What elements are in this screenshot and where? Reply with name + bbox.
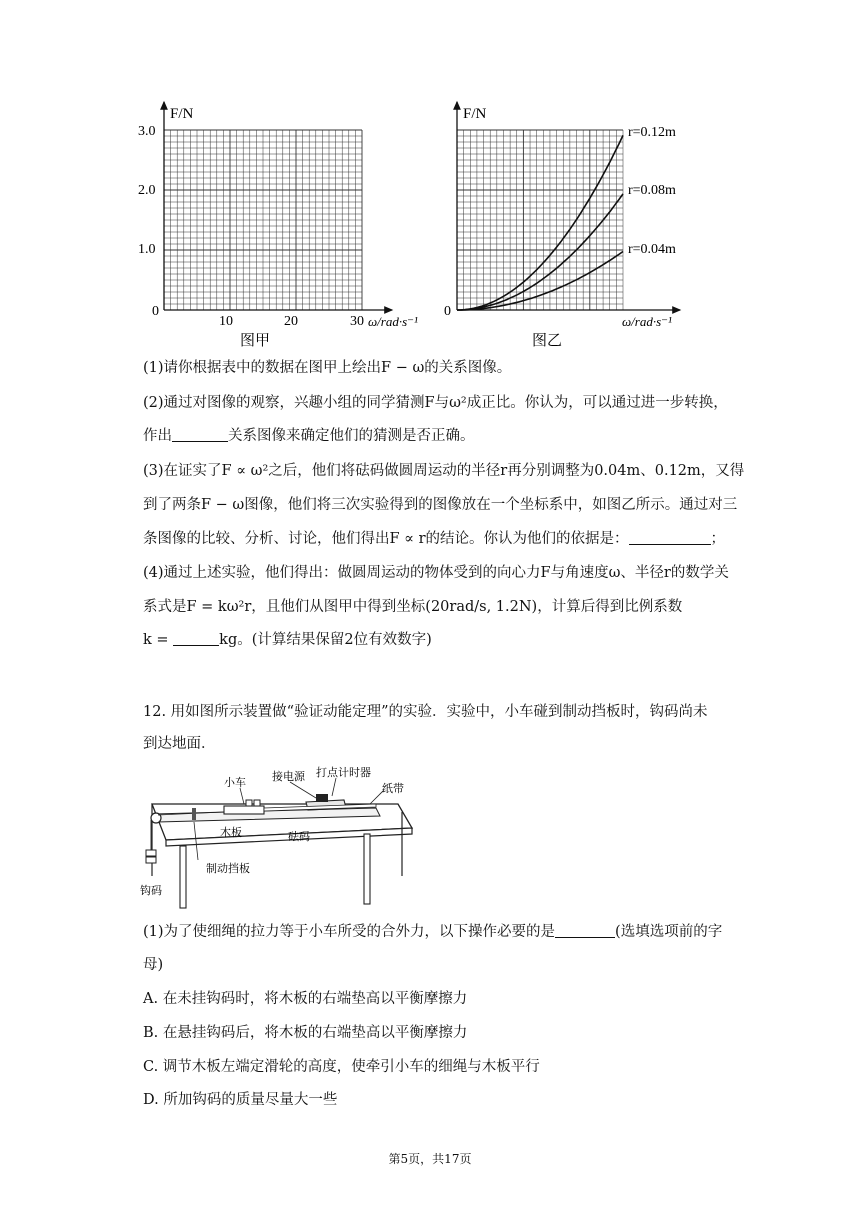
q11-part2-line1: (2)通过对图像的观察，兴趣小组的同学猜测F与ω²成正比。你认为，可以通过进一步转换， <box>143 395 728 411</box>
label-timer: 打点计时器 <box>316 767 371 779</box>
table-leg <box>180 846 186 908</box>
q11-part3-line1: (3)在证实了F ∝ ω²之后，他们将砝码做圆周运动的半径r再分别调整为0.04m、0.12m，又得 <box>143 463 745 479</box>
chart-jia-tick-x-10: 10 <box>219 314 233 329</box>
label-hook: 钩码 <box>140 885 162 897</box>
option-c: C. 调节木板左端定滑轮的高度，使牵引小车的细绳与木板平行 <box>143 1059 540 1075</box>
chart-yi-origin: 0 <box>444 304 451 319</box>
q12-part1-line2: 母) <box>143 957 164 973</box>
chart-yi-grid <box>457 130 623 310</box>
car <box>224 806 264 814</box>
label-car: 小车 <box>224 777 246 789</box>
label-weight: 砝码 <box>288 831 310 843</box>
option-b: B. 在悬挂钩码后，将木板的右端垫高以平衡摩擦力 <box>143 1025 468 1041</box>
label-stop: 制动挡板 <box>206 863 250 875</box>
q12-stem-line1: 12. 用如图所示装置做“验证动能定理”的实验．实验中，小车碰到制动挡板时，钩码尚未 <box>143 704 708 720</box>
page-footer: 第5页，共17页 <box>388 1152 472 1166</box>
series-curve-1 <box>457 194 623 310</box>
chart-jia-ylabel: F/N <box>170 106 194 122</box>
chart-jia <box>138 102 418 349</box>
chart-jia-tick-y-1: 1.0 <box>138 242 156 257</box>
chart-jia-tick-y-0: 0 <box>152 304 159 319</box>
answer-blank <box>629 530 711 545</box>
figures <box>130 96 730 356</box>
q11-part2-prefix: 作出 <box>143 428 172 444</box>
q11-part4-line1: (4)通过上述实验，他们得出：做圆周运动的物体受到的向心力F与角速度ω、半径r的数学关 <box>143 565 729 581</box>
q11-part3-line3 <box>143 528 753 550</box>
label-board: 木板 <box>220 827 242 839</box>
option-a: A. 在未挂钩码时，将木板的右端垫高以平衡摩擦力 <box>143 991 468 1007</box>
chart-yi-curves <box>457 135 623 310</box>
chart-yi-xlabel: ω/rad·s⁻¹ <box>622 314 672 329</box>
q12-part1-line1 <box>143 921 753 943</box>
q12-part1-suffix: (选填选项前的字 <box>615 924 723 940</box>
q11-part3-prefix: 条图像的比较、分析、讨论，他们得出F ∝ r的结论。你认为他们的依据是： <box>143 531 629 547</box>
q11-part1: (1)请你根据表中的数据在图甲上绘出F − ω的关系图像。 <box>143 360 512 376</box>
q12-stem-line2: 到达地面． <box>143 736 216 752</box>
chart-jia-tick-x-30: 30 <box>350 314 364 329</box>
series-label-r008: r=0.08m <box>628 183 676 198</box>
chart-yi-ylabel: F/N <box>463 106 487 122</box>
stop-plate <box>192 808 196 820</box>
chart-jia-caption: 图甲 <box>240 333 271 349</box>
label-power: 接电源 <box>272 771 305 783</box>
chart-yi-caption: 图乙 <box>532 333 563 349</box>
series-label-r012: r=0.12m <box>628 125 676 140</box>
series-curve-0 <box>457 135 623 310</box>
pulley <box>151 813 161 823</box>
option-d: D. 所加钩码的质量尽量大一些 <box>143 1092 338 1108</box>
chart-jia-grid <box>164 130 362 310</box>
q11-part4-line2: 系式是F = kω²r，且他们从图甲中得到坐标(20rad/s, 1.2N)，计算后得到比例系数 <box>143 599 683 615</box>
answer-blank <box>555 923 615 938</box>
timer-coil <box>316 794 328 802</box>
car-weight <box>254 800 260 806</box>
q11-part4-prefix: k = <box>143 632 174 648</box>
label-tape: 纸带 <box>382 783 404 795</box>
chart-jia-tick-x-20: 20 <box>284 314 298 329</box>
q11-part4-suffix: kg。(计算结果保留2位有效数字) <box>219 632 432 648</box>
hook-weight <box>146 857 156 863</box>
answer-blank <box>172 427 228 442</box>
q11-part2-suffix: 关系图像来确定他们的猜测是否正确。 <box>228 428 475 444</box>
car-weight <box>246 800 252 806</box>
q11-part3-suffix: ； <box>710 531 726 547</box>
q11-part3-line2: 到了两条F − ω图像，他们将三次实验得到的图像放在一个坐标系中，如图乙所示。通过对三 <box>143 497 738 513</box>
chart-yi <box>444 102 680 349</box>
chart-jia-xlabel: ω/rad·s⁻¹ <box>368 314 418 329</box>
table-leg <box>364 834 370 904</box>
apparatus-figure <box>140 764 440 914</box>
series-label-r004: r=0.04m <box>628 242 676 257</box>
hook-weight <box>146 850 156 856</box>
answer-blank <box>173 631 219 646</box>
q11-part2-line2 <box>143 425 753 447</box>
chart-jia-tick-y-2: 2.0 <box>138 183 156 198</box>
chart-jia-tick-y-3: 3.0 <box>138 124 156 139</box>
q12-part1-prefix: (1)为了使细绳的拉力等于小车所受的合外力，以下操作必要的是 <box>143 924 556 940</box>
q11-part4-line3 <box>143 629 753 651</box>
